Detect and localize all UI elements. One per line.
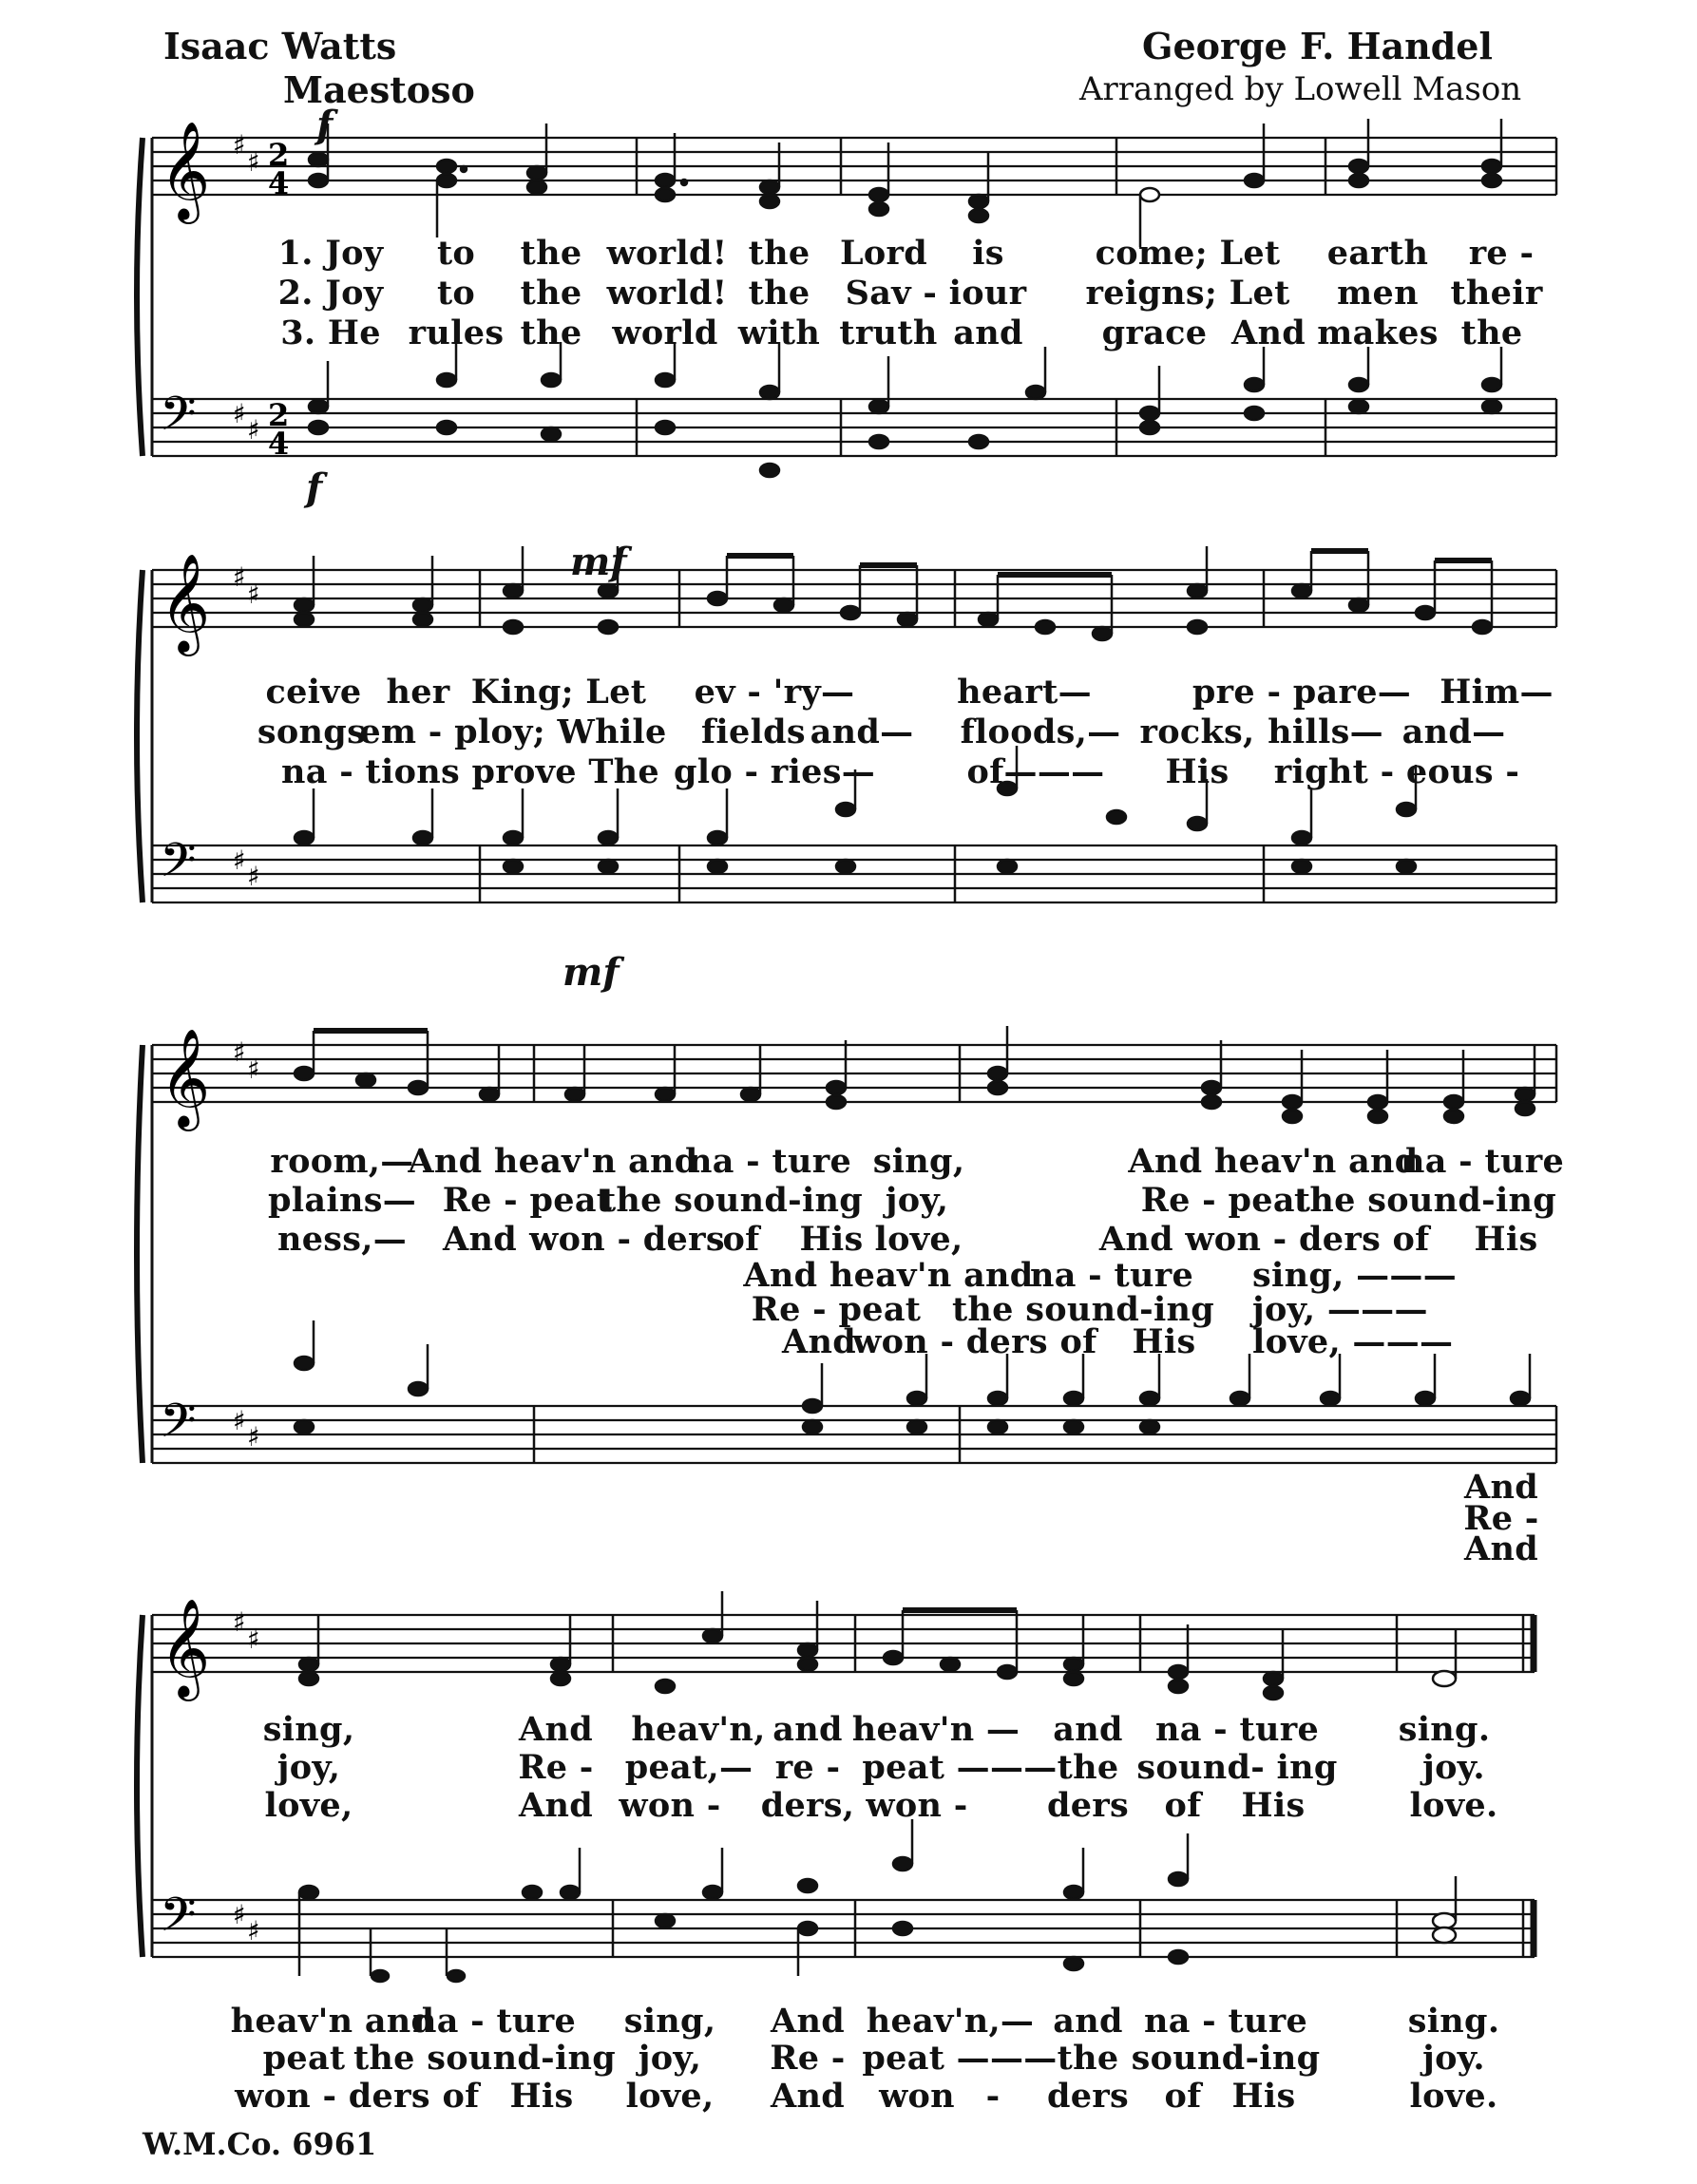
syl: na - ture [1029, 1256, 1194, 1295]
syl: Re - peat [1140, 1181, 1311, 1220]
syl: right - eous - [1273, 752, 1520, 791]
syl: heav'n,— [866, 2002, 1035, 2041]
syl: And heav'n and [1128, 1142, 1419, 1181]
syl: And [782, 1322, 856, 1361]
lyrics-s2-v3 [0, 752, 1697, 790]
syl: her [386, 673, 450, 712]
syl: His [1165, 752, 1230, 791]
syl: the [520, 274, 582, 313]
plate-number: W.M.Co. 6961 [143, 2126, 377, 2162]
syl: joy, [276, 1748, 341, 1787]
syl: And heav'n and [408, 1142, 698, 1181]
syl: heav'n and [230, 2002, 435, 2041]
syl: won - ders [529, 1220, 725, 1259]
svg-text:𝄢: 𝄢 [160, 1888, 197, 1954]
lyrics-s4-v3 [0, 1786, 1697, 1824]
syl: ders [1046, 2077, 1130, 2116]
syl: sound-ing [1131, 2039, 1321, 2078]
svg-text:2: 2 [268, 397, 290, 433]
lyrics-s1-v3 [0, 313, 1697, 351]
svg-text:♯: ♯ [233, 129, 246, 161]
syl: won - ders [852, 1322, 1048, 1361]
syl: Re - peat [751, 1290, 922, 1329]
syl: love, [264, 1786, 353, 1825]
syl: ders, [760, 1786, 855, 1825]
syl: room,— [270, 1142, 414, 1181]
syl: floods,— [960, 712, 1121, 751]
syl: world [612, 313, 718, 352]
svg-text:♯: ♯ [247, 579, 260, 610]
syl: sing, [262, 1710, 355, 1749]
syl: His [1474, 1220, 1538, 1259]
lyrics-s3-v1 [0, 1142, 1697, 1180]
svg-text:𝄞: 𝄞 [160, 1028, 211, 1128]
syl: His [1132, 1322, 1196, 1361]
syl: re - [774, 1748, 841, 1787]
syl: And [771, 2077, 845, 2116]
svg-text:𝄞: 𝄞 [160, 121, 211, 220]
lyrics-s4-bass-v3 [0, 2077, 1697, 2115]
syl: na - ture [1400, 1142, 1565, 1181]
syl: re - [1468, 234, 1535, 273]
bass-side-lyric-1: And [1464, 1468, 1538, 1507]
tempo-marking: Maestoso [283, 68, 475, 111]
syl: love, [625, 2077, 715, 2116]
syl: And [519, 1710, 593, 1749]
syl: love, [874, 1220, 963, 1259]
lyrics-s1-v1 [0, 234, 1697, 272]
syl: the [748, 274, 810, 313]
syl: heart— [957, 673, 1092, 712]
dynamic-forte-bass: f [306, 465, 323, 510]
syl: 1. Joy [277, 234, 384, 273]
syl: love. [1409, 1786, 1498, 1825]
svg-text:♯: ♯ [233, 1606, 246, 1638]
syl: heav'n, [631, 1710, 766, 1749]
syl: 2. Joy [277, 274, 384, 313]
syl: heav'n — [851, 1710, 1020, 1749]
svg-text:𝄞: 𝄞 [160, 553, 211, 653]
syl: joy, [638, 2039, 702, 2078]
syl: with [737, 313, 821, 352]
syl: hills— [1268, 712, 1383, 751]
syl: And [519, 1786, 593, 1825]
svg-text:2: 2 [268, 137, 290, 173]
svg-text:4: 4 [268, 426, 290, 462]
svg-text:𝄞: 𝄞 [160, 1598, 211, 1698]
lyrics-s3-bass-v3 [0, 1322, 1697, 1360]
syl: of [722, 1220, 760, 1259]
syl: men [1337, 274, 1419, 313]
syl: of [1392, 1220, 1430, 1259]
syl: makes [1317, 313, 1439, 352]
dynamic-mf-bass: mf [562, 950, 620, 995]
syl: the sound-ing [600, 1181, 864, 1220]
syl: rocks, [1139, 712, 1255, 751]
syl: earth [1326, 234, 1429, 273]
syl: won - [619, 1786, 721, 1825]
svg-text:𝄢: 𝄢 [160, 1394, 197, 1460]
syl: songs [257, 712, 367, 751]
syl: ceive [265, 673, 362, 712]
lyrics-s1-v2 [0, 274, 1697, 312]
syl: of [442, 2077, 480, 2116]
syl: peat ——— [862, 2039, 1058, 2078]
syl: and [772, 1710, 843, 1749]
svg-text:♯: ♯ [233, 1899, 246, 1930]
syl: and [1053, 2002, 1123, 2041]
lyrics-s4-bass-v2 [0, 2039, 1697, 2077]
syl: sound- ing [1136, 1748, 1338, 1787]
syl: fields [701, 712, 806, 751]
syl: won [879, 2077, 955, 2116]
syl: And [1231, 313, 1306, 352]
syl: the sound-ing [353, 2039, 617, 2078]
svg-text:♯: ♯ [247, 1624, 260, 1655]
syl: sing, [872, 1142, 965, 1181]
syl: sing. [1398, 1710, 1491, 1749]
syl: Sav - iour [845, 274, 1027, 313]
syl: peat [262, 2039, 346, 2078]
syl: Him— [1440, 673, 1554, 712]
syl: ders [1046, 1786, 1130, 1825]
syl: and— [810, 712, 914, 751]
syl: and [953, 313, 1023, 352]
syl: is [972, 234, 1004, 273]
syl: sing, [623, 2002, 716, 2041]
svg-text:♯: ♯ [247, 1915, 260, 1947]
svg-text:♯: ♯ [247, 861, 260, 892]
syl: grace [1101, 313, 1208, 352]
dynamic-mf-treble: mf [570, 540, 627, 584]
lyrics-s3-bass-v1 [0, 1256, 1697, 1294]
syl: truth [839, 313, 938, 352]
syl: And heav'n and [743, 1256, 1034, 1295]
syl: em - ploy; While [359, 712, 667, 751]
svg-text:4: 4 [268, 165, 290, 201]
syl: won - [866, 1786, 968, 1825]
syl: love, ——— [1252, 1322, 1454, 1361]
lyrics-s4-v1 [0, 1710, 1697, 1748]
syl: His [799, 1220, 864, 1259]
bass-side-lyric-2: Re - [1463, 1499, 1539, 1538]
lyrics-s4-bass-v1 [0, 2002, 1697, 2040]
syl: His [1241, 1786, 1306, 1825]
syl: the sound-ing [1293, 1181, 1557, 1220]
syl: na - tions prove The [281, 752, 659, 791]
syl: ness,— [276, 1220, 408, 1259]
syl: joy, [885, 1181, 949, 1220]
syl: the [1057, 2039, 1119, 2078]
syl: sing, ——— [1252, 1256, 1457, 1295]
syl: pre - pare— [1192, 673, 1412, 712]
syl: ev - 'ry— [694, 673, 855, 712]
composer: George F. Handel [1142, 25, 1493, 67]
syl: the [520, 234, 582, 273]
syl: His [1231, 2077, 1296, 2116]
svg-text:♯: ♯ [247, 414, 260, 446]
syl: the [1460, 313, 1523, 352]
syl: world! [606, 274, 728, 313]
syl: na - ture [1154, 1710, 1320, 1749]
syl: of [1164, 2077, 1202, 2116]
syl: And won - ders [1098, 1220, 1382, 1259]
lyrics-s3-v3 [0, 1220, 1697, 1258]
syl: and [1053, 1710, 1123, 1749]
syl: joy. [1422, 2039, 1485, 2078]
lyrics-s2-v2 [0, 712, 1697, 750]
syl: and— [1401, 712, 1506, 751]
syl: the sound-ing [951, 1290, 1215, 1329]
syl: of [1059, 1322, 1097, 1361]
syl: Re - [518, 1748, 594, 1787]
lyricist: Isaac Watts [163, 25, 397, 67]
syl: glo - ries— [673, 752, 876, 791]
syl: Re - peat [442, 1181, 613, 1220]
syl: won - ders [235, 2077, 430, 2116]
syl: His [509, 2077, 574, 2116]
syl: rules [408, 313, 505, 352]
lyrics-s4-v2 [0, 1748, 1697, 1786]
lyrics-s2-v1 [0, 673, 1697, 711]
syl: And [771, 2002, 845, 2041]
syl: to [436, 234, 476, 273]
syl: joy. [1422, 1748, 1485, 1787]
syl: love. [1409, 2077, 1498, 2116]
syl: And [443, 1220, 517, 1259]
syl: King; Let [470, 673, 647, 712]
syl: - [985, 2077, 1001, 2116]
syl: of [1164, 1786, 1202, 1825]
syl: 3. He [280, 313, 381, 352]
syl: Lord [839, 234, 928, 273]
syl: world! [606, 234, 728, 273]
svg-text:♯: ♯ [233, 1405, 246, 1436]
syl: sing. [1407, 2002, 1500, 2041]
syl: na - ture [1143, 2002, 1308, 2041]
svg-text:𝄢: 𝄢 [160, 387, 197, 453]
syl: na - ture [411, 2002, 577, 2041]
svg-text:𝄢: 𝄢 [160, 833, 197, 900]
arranger: Arranged by Lowell Mason [1079, 70, 1522, 108]
svg-text:♯: ♯ [233, 845, 246, 876]
lyrics-s3-v2 [0, 1181, 1697, 1219]
svg-text:♯: ♯ [247, 146, 260, 178]
syl: na - ture [687, 1142, 852, 1181]
svg-text:♯: ♯ [247, 1054, 260, 1085]
syl: joy, ——— [1252, 1290, 1428, 1329]
syl: the [1057, 1748, 1119, 1787]
syl: reigns; Let [1085, 274, 1290, 313]
syl: peat ——— [862, 1748, 1058, 1787]
svg-text:♯: ♯ [247, 1421, 260, 1453]
syl: the [520, 313, 582, 352]
svg-text:♯: ♯ [233, 1036, 246, 1068]
syl: peat,— [624, 1748, 753, 1787]
syl: Re - [770, 2039, 846, 2078]
bass-side-lyric-3: And [1464, 1529, 1538, 1568]
syl: the [748, 234, 810, 273]
syl: come; Let [1095, 234, 1281, 273]
svg-text:♯: ♯ [233, 561, 246, 593]
syl: plains— [268, 1181, 416, 1220]
svg-text:♯: ♯ [233, 398, 246, 429]
syl: their [1450, 274, 1543, 313]
syl: of——— [966, 752, 1105, 791]
syl: to [436, 274, 476, 313]
dynamic-forte-treble: f [316, 103, 334, 147]
